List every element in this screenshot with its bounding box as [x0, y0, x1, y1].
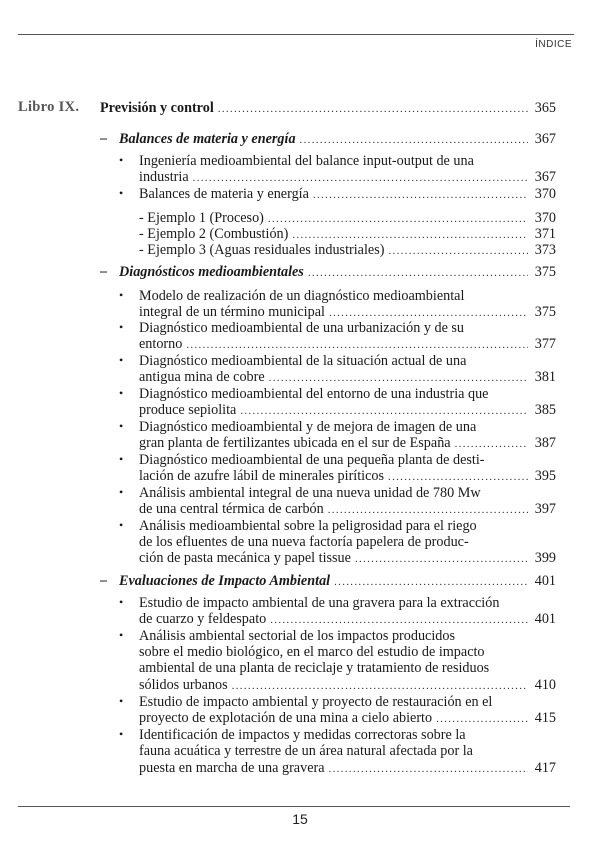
entry-line[interactable]: Análisis ambiental integral de una nueva unidad de 780 Mw [139, 485, 481, 501]
subentry-text: - Ejemplo 2 (Combustión) [139, 226, 289, 242]
section-dash: – [100, 264, 107, 279]
entry-last-line[interactable] [139, 402, 556, 419]
bullet-icon: • [119, 288, 124, 302]
section-page: 401 [534, 573, 556, 589]
subentry[interactable] [139, 210, 556, 227]
entry-text: entorno [139, 336, 183, 352]
entry-page: 397 [534, 501, 556, 517]
section-dash: – [100, 131, 107, 146]
subentry-text: - Ejemplo 1 (Proceso) [139, 210, 264, 226]
entry-line[interactable]: Diagnóstico medioambiental y de mejora de imagen de una [139, 419, 477, 435]
entry-page: 415 [534, 710, 556, 726]
book-page: 365 [534, 100, 556, 116]
leader-dots [355, 551, 528, 567]
entry-text: industria [139, 169, 189, 185]
entry-line[interactable]: sobre el medio biológico, en el marco del estudio de impacto [139, 644, 485, 660]
entry-text: ción de pasta mecánica y papel tissue [139, 550, 351, 566]
entry-text: integral de un término municipal [139, 304, 325, 320]
header-rule [18, 34, 574, 35]
bullet-icon: • [119, 320, 124, 334]
bullet-icon: • [119, 353, 124, 367]
bullet-icon: • [119, 694, 124, 708]
leader-dots [240, 403, 528, 419]
entry-text: gran planta de fertilizantes ubicada en el sur de España [139, 435, 451, 451]
entry-last-line[interactable] [139, 369, 556, 386]
entry-page: 417 [534, 760, 556, 776]
entry-line[interactable]: Identificación de impactos y medidas correctoras sobre la [139, 727, 466, 743]
entry-last-line[interactable] [139, 710, 556, 727]
entry-page: 399 [534, 550, 556, 566]
entry-page: 385 [534, 402, 556, 418]
subentry-text: - Ejemplo 3 (Aguas residuales industriales) [139, 242, 385, 258]
entry-text: puesta en marcha de una gravera [139, 760, 325, 776]
bullet-icon: • [119, 386, 124, 400]
entry-line[interactable]: Diagnóstico medioambiental de una pequeña planta de desti- [139, 452, 485, 468]
entry-line[interactable]: Análisis medioambiental sobre la peligrosidad para el riego [139, 518, 477, 534]
section-dash: – [100, 573, 107, 588]
leader-dots [193, 170, 528, 186]
leader-dots [300, 132, 528, 148]
leader-dots [329, 761, 528, 777]
entry-line[interactable]: Diagnóstico medioambiental de una urbanización y de su [139, 320, 465, 336]
entry-line[interactable]: Estudio de impacto ambiental de una gravera para la extracción [139, 595, 500, 611]
book-label: Libro IX. [18, 99, 80, 115]
bullet-icon: • [119, 186, 124, 200]
entry-text: Balances de materia y energía [139, 186, 309, 202]
bullet-icon: • [119, 419, 124, 433]
bullet-icon: • [119, 153, 124, 167]
subentry-page: 371 [534, 226, 556, 242]
leader-dots [269, 370, 528, 386]
entry-line[interactable]: Modelo de realización de un diagnóstico medioambiental [139, 288, 465, 304]
entry-line[interactable]: Diagnóstico medioambiental del entorno de una industria que [139, 386, 489, 402]
leader-dots [186, 337, 528, 353]
entry-line[interactable]: Análisis ambiental sectorial de los impactos producidos [139, 628, 455, 644]
entry-last-line[interactable] [139, 611, 556, 628]
bullet-icon: • [119, 452, 124, 466]
entry-line[interactable]: Diagnóstico medioambiental de la situación actual de una [139, 353, 467, 369]
section-entry[interactable] [119, 573, 556, 590]
leader-dots [455, 436, 528, 452]
entry-page: 367 [534, 169, 556, 185]
leader-dots [436, 711, 528, 727]
book-title: Previsión y control [100, 100, 214, 116]
subentry-page: 370 [534, 210, 556, 226]
entry-last-line[interactable] [139, 760, 556, 777]
bullet-icon: • [119, 518, 124, 532]
book-entry[interactable] [100, 100, 556, 117]
entry-text: produce sepiolita [139, 402, 237, 418]
entry-last-line[interactable] [139, 468, 556, 485]
entry-last-line[interactable] [139, 186, 556, 203]
leader-dots [328, 502, 528, 518]
section-entry[interactable] [119, 131, 556, 148]
leader-dots [270, 612, 528, 628]
subentry[interactable] [139, 242, 556, 259]
entry-text: proyecto de explotación de una mina a cielo abierto [139, 710, 433, 726]
leader-dots [388, 243, 528, 259]
page-number: 15 [292, 811, 308, 827]
section-page: 367 [534, 131, 556, 147]
entry-last-line[interactable] [139, 677, 556, 694]
leader-dots [308, 265, 528, 281]
entry-text: sólidos urbanos [139, 677, 228, 693]
leader-dots [334, 574, 528, 590]
entry-last-line[interactable] [139, 336, 556, 353]
section-title: Diagnósticos medioambientales [119, 264, 304, 280]
leader-dots [292, 227, 528, 243]
entry-text: antigua mina de cobre [139, 369, 265, 385]
running-head: ÍNDICE [535, 39, 572, 50]
entry-text: de una central térmica de carbón [139, 501, 324, 517]
leader-dots [268, 211, 528, 227]
entry-last-line[interactable] [139, 550, 556, 567]
entry-page: 395 [534, 468, 556, 484]
entry-line[interactable]: Ingeniería medioambiental del balance input-output de una [139, 153, 474, 169]
entry-text: lación de azufre lábil de minerales piríticos [139, 468, 385, 484]
leader-dots [329, 305, 528, 321]
entry-page: 381 [534, 369, 556, 385]
entry-last-line[interactable] [139, 169, 556, 186]
subentry-page: 373 [534, 242, 556, 258]
leader-dots [232, 678, 528, 694]
entry-page: 401 [534, 611, 556, 627]
entry-text: de cuarzo y feldespato [139, 611, 267, 627]
leader-dots [388, 469, 528, 485]
bullet-icon: • [119, 595, 124, 609]
section-entry[interactable] [119, 264, 556, 281]
entry-last-line[interactable] [139, 435, 556, 452]
bullet-icon: • [119, 628, 124, 642]
section-title: Evaluaciones de Impacto Ambiental [119, 573, 331, 589]
entry-line[interactable]: Estudio de impacto ambiental y proyecto de restauración en el [139, 694, 493, 710]
subentry[interactable] [139, 226, 556, 243]
entry-page: 387 [534, 435, 556, 451]
leader-dots [218, 101, 528, 117]
section-title: Balances de materia y energía [119, 131, 296, 147]
bullet-icon: • [119, 727, 124, 741]
entry-page: 370 [534, 186, 556, 202]
entry-page: 410 [534, 677, 556, 693]
leader-dots [313, 187, 528, 203]
entry-line[interactable]: fauna acuática y terrestre de un área natural afectada por la [139, 743, 473, 759]
entry-last-line[interactable] [139, 304, 556, 321]
entry-line[interactable]: ambiental de una planta de reciclaje y tratamiento de residuos [139, 660, 490, 676]
footer-rule [18, 806, 570, 807]
entry-page: 377 [534, 336, 556, 352]
bullet-icon: • [119, 485, 124, 499]
entry-line[interactable]: de los efluentes de una nueva factoría papelera de produc- [139, 534, 469, 550]
entry-last-line[interactable] [139, 501, 556, 518]
section-page: 375 [534, 264, 556, 280]
entry-page: 375 [534, 304, 556, 320]
